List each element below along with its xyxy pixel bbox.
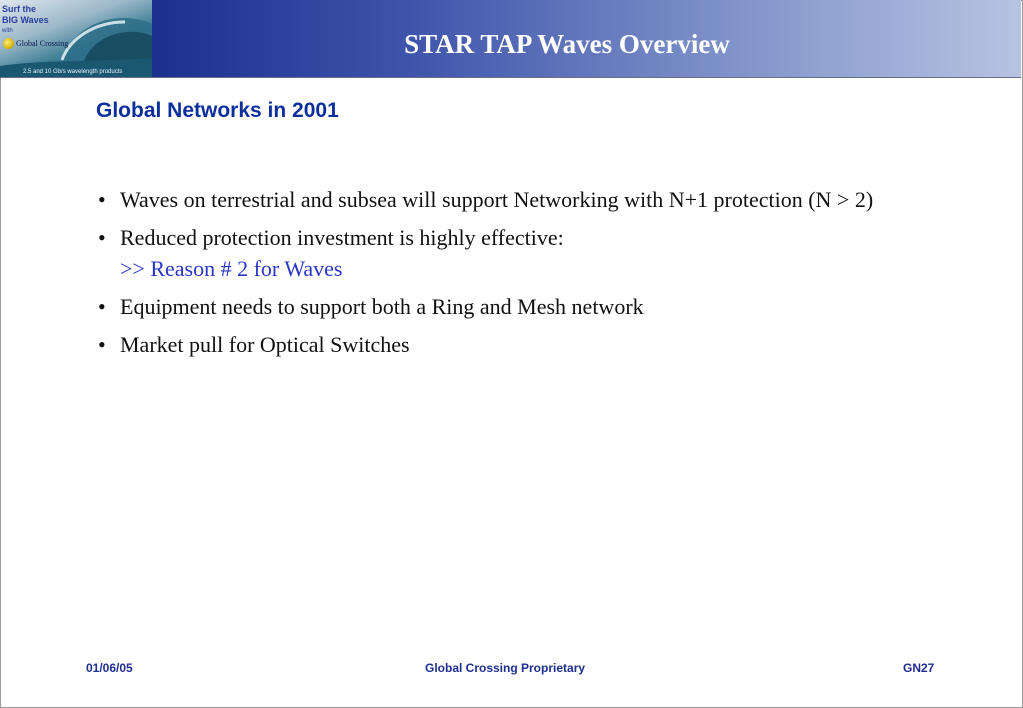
bullet-marker: • [98,332,106,357]
logo-line-2: BIG Waves [2,15,49,25]
footer-date: 01/06/05 [86,661,133,675]
header-divider [0,77,1021,78]
bullet-item [96,291,896,322]
footer-proprietary: Global Crossing Proprietary [425,661,586,675]
logo-tagline: 2.5 and 10 Gb/s wavelength products [23,69,123,75]
bullet-marker: • [98,294,106,319]
bullet-text: Waves on terrestrial and subsea will support Networking with N+1 protection (N > 2) [120,187,874,212]
bullet-item [96,222,896,284]
bullet-marker: • [98,225,106,250]
bullet-marker: • [98,187,106,212]
logo-with: with [2,28,13,34]
bullet-list [96,184,896,367]
bullet-text: Equipment needs to support both a Ring and Mesh network [120,294,644,319]
bullet-item [96,329,896,360]
logo-brand: Global Crossing [16,39,69,48]
bullet-item [96,184,896,215]
page-title: STAR TAP Waves Overview [404,29,730,59]
footer-page-number: GN27 [903,661,935,675]
bullet-text: Reduced protection investment is highly effective: [120,225,564,250]
logo-line-1: Surf the [2,4,37,14]
logo [0,0,152,77]
globe-icon [3,38,14,49]
reason-link[interactable]: >> Reason # 2 for Waves [120,256,343,281]
slide-subtitle: Global Networks in 2001 [96,99,339,122]
bullet-text: Market pull for Optical Switches [120,332,410,357]
